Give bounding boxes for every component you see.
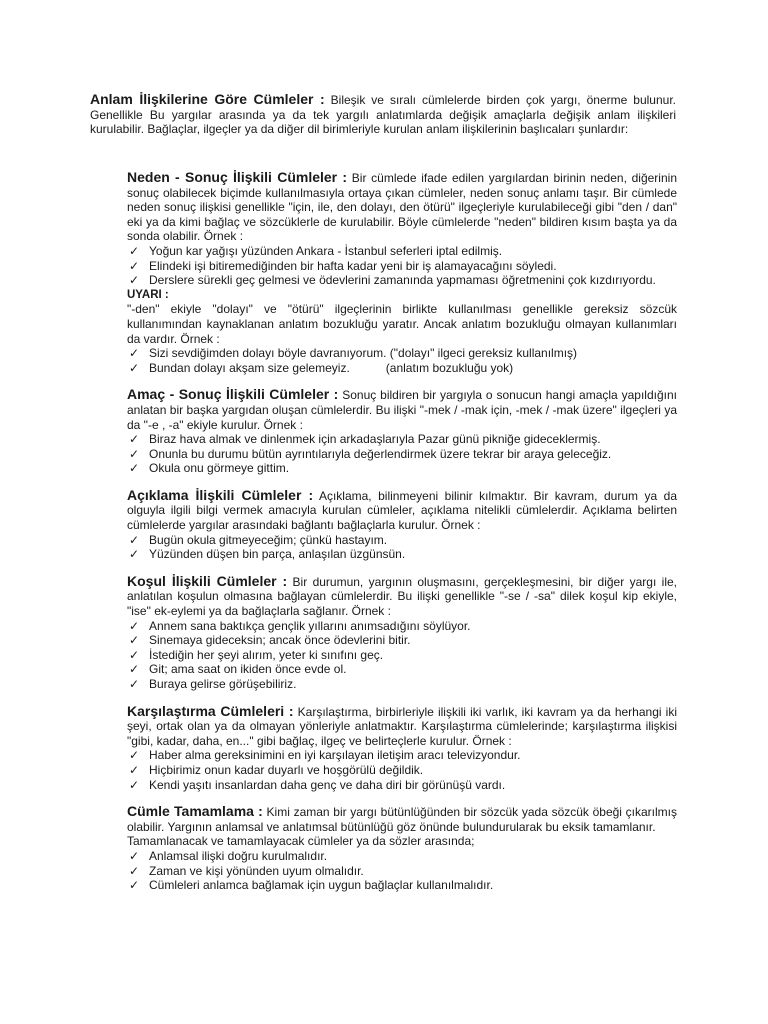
section-heading: Neden - Sonuç İlişkili Cümleler : — [127, 169, 348, 185]
example-item — [127, 447, 677, 462]
section-paragraph — [127, 804, 677, 834]
example-text: Bugün okula gitmeyeceğim; çünkü hastayım. — [149, 532, 388, 547]
check-icon: ✓ — [129, 878, 140, 893]
example-item — [127, 677, 677, 692]
example-list — [127, 244, 677, 288]
section-subtext: Tamamlanacak ve tamamlayacak cümleler ya da sözler arasında; — [127, 834, 475, 849]
section-cumle-tamamlama — [127, 804, 677, 893]
section-text: Açıklama, bilinmeyeni bilinir kılmaktır. Bir kavram, durum ya da olguyla ilgili bilgi vermek amacıyla kurulan cümleler, açıklama nitelikli cümlelerdir. Açıklama belirten cümlelerde yargılar arasındaki bağlantı bağlaçlarla kurulur. Örnek : — [127, 488, 677, 533]
check-icon: ✓ — [129, 762, 140, 777]
example-text: Elindeki işi bitiremediğinden bir hafta kadar yeni bir iş alamayacağını söyledi. — [149, 258, 557, 273]
check-icon: ✓ — [129, 243, 140, 258]
example-text: Okula onu görmeye gittim. — [149, 461, 290, 476]
example-item — [127, 619, 677, 634]
warning-text: "-den" ekiyle "dolayı" ve "ötürü" ilgeçlerinin birlikte kullanılması genellikle gereksiz sözcük kullanımından kaynaklanan anlatım bozukluğu yaratır. Ancak anlatım bozukluğu olmayan kullanımları da vardır. Örnek : — [127, 302, 677, 346]
check-icon: ✓ — [129, 346, 140, 361]
example-item — [127, 547, 677, 562]
section-heading: Cümle Tamamlama : — [127, 803, 263, 820]
check-icon: ✓ — [129, 273, 140, 288]
sections-container — [127, 170, 677, 905]
check-icon: ✓ — [129, 258, 140, 273]
example-item — [127, 346, 677, 361]
intro-paragraph — [90, 92, 676, 137]
example-item — [127, 748, 677, 763]
example-text: Anlamsal ilişki doğru kurulmalıdır. — [149, 848, 328, 863]
example-item — [127, 648, 677, 663]
example-item — [127, 244, 677, 259]
example-text: Biraz hava almak ve dinlenmek için arkadaşlarıyla Pazar günü pikniğe gideceklermiş. — [149, 432, 601, 447]
example-item — [127, 778, 677, 793]
check-icon: ✓ — [129, 461, 140, 476]
intro-heading: Anlam İlişkilerine Göre Cümleler : — [90, 91, 325, 107]
check-icon: ✓ — [129, 360, 140, 375]
example-item — [127, 763, 677, 778]
example-item — [127, 361, 677, 376]
intro-text: Bileşik ve sıralı cümlelerde birden çok yargı, önerme bulunur. Genellikle Bu yargılar arasında ya da tek yargılı anlatımlarda değişik amaçlarla değişik anlam ilişkileri kurulabilir. Bağlaçlar, ilgeçler ya da diğer dil birimleriyle kurulan anlam ilişkilerinin başlıcaları şunlardır: — [90, 93, 676, 137]
example-list — [127, 432, 677, 476]
check-icon: ✓ — [129, 748, 140, 763]
example-item — [127, 461, 677, 476]
example-note: (anlatım bozukluğu yok) — [385, 360, 514, 375]
example-item — [127, 849, 677, 864]
section-paragraph — [127, 387, 677, 432]
section-text: Bir durumun, yargının oluşmasını, gerçekleşmesini, bir diğer yargı ile, anlatılan koşulun olmasına bağlayan cümlelerdir. Bu ilişki genellikle "-se / -sa" dilek koşul kip ekiyle, "ise" ek-eylemi ya da bağlaçlarla sağlanır. Örnek : — [127, 574, 677, 619]
section-text: Bir cümlede ifade edilen yargılardan birinin neden, diğerinin sonuç olabilecek biçimde kullanılmasıyla ortaya çıkan cümleler, neden sonuç anlamı taşır. Bir cümlede neden sonuç ilişkisi genellikle "için, ile, den dolayı, den ötürü" ilgeçleriyle kurulabileceği gibi "den / dan" eki ya da kimi bağlaç ve sözcüklerle de kurulabilir. Böyle cümlelerde "neden" bildiren kısım başta ya da sonda olabilir. Örnek : — [127, 171, 677, 244]
example-item — [127, 864, 677, 879]
check-icon: ✓ — [129, 547, 140, 562]
section-text: Sonuç bildiren bir yargıyla o sonucun hangi amaçla yapıldığını anlatan bir başka yargıdan oluşan cümlelerdir. Bu ilişki "-mek / -mak için, -mek / -mak üzere" ilgeçleri ya da "-e , -a" ekiyle kurulur. Örnek : — [127, 388, 677, 432]
example-text: Derslere sürekli geç gelmesi ve ödevlerini zamanında yapmaması öğretmenini çok kızdırıyordu. — [149, 273, 656, 288]
example-text: Yüzünden düşen bin parça, anlaşılan üzgünsün. — [149, 547, 406, 562]
section-aciklama — [127, 488, 677, 562]
check-icon: ✓ — [129, 532, 140, 547]
example-text: Buraya gelirse görüşebiliriz. — [149, 677, 297, 691]
section-karsilastirma — [127, 704, 677, 793]
example-list — [127, 748, 677, 792]
example-list — [127, 619, 677, 692]
section-paragraph — [127, 704, 677, 749]
check-icon: ✓ — [129, 863, 140, 878]
section-heading: Karşılaştırma Cümleleri : — [127, 702, 294, 719]
example-item — [127, 533, 677, 548]
example-text: Cümleleri anlamca bağlamak için uygun bağlaçlar kullanılmalıdır. — [149, 878, 494, 893]
example-text: Yoğun kar yağışı yüzünden Ankara - İstanbul seferleri iptal edilmiş. — [149, 243, 503, 258]
example-text: Kendi yaşıtı insanlardan daha genç ve daha diri bir görünüşü vardı. — [149, 777, 506, 792]
example-item — [127, 633, 677, 648]
section-neden-sonuc — [127, 170, 677, 375]
example-text: Sizi sevdiğimden dolayı böyle davranıyorum. ("dolayı" ilgeci gereksiz kullanılmış) — [149, 346, 578, 361]
example-text: İstediğin her şeyi alırım, yeter ki sınıfını geç. — [149, 647, 384, 662]
check-icon: ✓ — [129, 618, 140, 633]
example-item — [127, 662, 677, 677]
check-icon: ✓ — [129, 662, 140, 677]
example-item — [127, 878, 677, 893]
warning-title: UYARI : — [127, 288, 169, 301]
example-item — [127, 259, 677, 274]
section-heading: Açıklama İlişkili Cümleler : — [127, 486, 314, 503]
example-text: Bundan dolayı akşam size gelemeyiz. — [149, 360, 350, 375]
example-list — [127, 849, 677, 893]
example-text: Hiçbirimiz onun kadar duyarlı ve hoşgörülü değildik. — [149, 762, 424, 777]
warning-example-list — [127, 346, 677, 375]
example-text: Git; ama saat on ikiden önce evde ol. — [149, 662, 347, 677]
section-kosul — [127, 574, 677, 692]
section-paragraph — [127, 170, 677, 244]
check-icon: ✓ — [129, 633, 140, 648]
example-text: Zaman ve kişi yönünden uyum olmalıdır. — [149, 863, 364, 878]
section-text: Karşılaştırma, birbirleriyle ilişkili iki varlık, iki kavram ya da herhangi iki şeyi, ortak olan ya da olmayan yönleriyle anlatmaktır. Karşılaştırma cümlelerinde; karşılaştırma ilişkisi "gibi, kadar, daha, en..." gibi bağlaç, ilgeç ve belirteçlerle kurulur. Örnek : — [127, 704, 677, 748]
example-item — [127, 273, 677, 288]
check-icon: ✓ — [129, 848, 140, 863]
check-icon: ✓ — [129, 777, 140, 792]
example-text: Onunla bu durumu bütün ayrıntılarıyla değerlendirmek üzere tekrar bir araya geleceğiz. — [149, 446, 612, 461]
check-icon: ✓ — [129, 432, 140, 447]
section-amac-sonuc — [127, 387, 677, 476]
section-heading: Amaç - Sonuç İlişkili Cümleler : — [127, 386, 339, 403]
example-text: Annem sana baktıkça gençlik yıllarını anımsadığını söylüyor. — [149, 618, 471, 633]
example-item — [127, 432, 677, 447]
example-text: Haber alma gereksinimini en iyi karşılayan iletişim aracı televizyondur. — [149, 748, 521, 763]
section-heading: Koşul İlişkili Cümleler : — [127, 572, 288, 589]
check-icon: ✓ — [129, 446, 140, 461]
check-icon: ✓ — [129, 647, 140, 662]
section-text: Kimi zaman bir yargı bütünlüğünden bir sözcük yada sözcük öbeği çıkarılmış olabilir. Yargının anlamsal ve anlatımsal bütünlüğü göz önünde bulundurularak bu eksik tamamlanır. — [127, 805, 677, 834]
example-list — [127, 533, 677, 562]
section-paragraph — [127, 488, 677, 533]
check-icon: ✓ — [129, 677, 140, 691]
example-text: Sinemaya gideceksin; ancak önce ödevlerini bitir. — [149, 633, 411, 648]
section-paragraph — [127, 574, 677, 619]
